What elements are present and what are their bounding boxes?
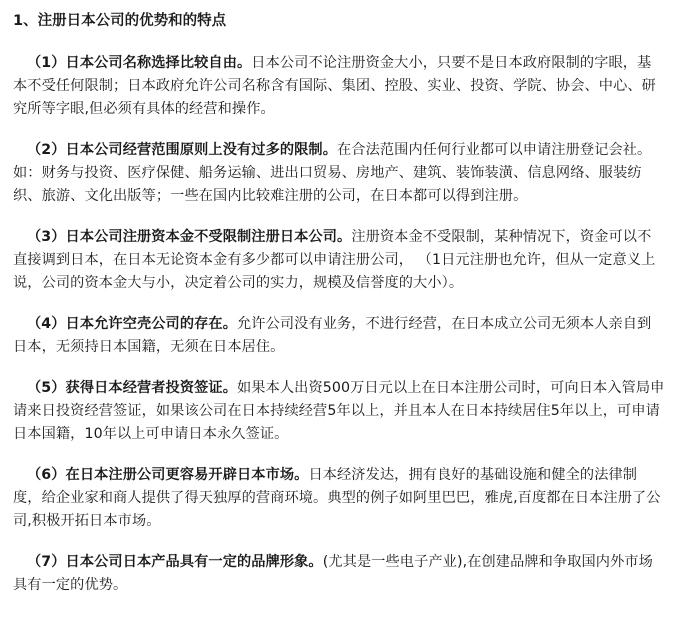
paragraph-body: (尤其是一些电子产业),在创建品牌和争取国内外市场具有一定的优势。 (13, 554, 653, 593)
paragraph-7 (13, 551, 665, 597)
paragraph-number: （1） (27, 55, 66, 71)
paragraph-heading: 日本公司日本产品具有一定的品牌形象。 (65, 554, 323, 570)
paragraph-heading: 获得日本经营者投资签证。 (65, 380, 237, 396)
paragraph-number: （5） (27, 380, 66, 396)
paragraph-heading: 在日本注册公司更容易开辟日本市场。 (65, 467, 309, 483)
paragraph-number: （3） (27, 229, 66, 245)
paragraph-2 (13, 139, 665, 208)
paragraph-heading: 日本公司名称选择比较自由。 (65, 55, 252, 71)
section-title: 1、注册日本公司的优势和的特点 (13, 13, 227, 29)
paragraph-1 (13, 52, 665, 121)
paragraph-number: （7） (27, 554, 66, 570)
paragraph-body: 注册资本金不受限制，某种情况下，资金可以不直接调到日本，在日本无论资本金有多少都可以申请注册公司， （1日元注册也允许，但从一定意义上说，公司的资本金大与小，决定着公司的实力，规模及信誉度的大小）。 (13, 229, 656, 291)
paragraph-number: （4） (27, 316, 66, 332)
paragraph-body: 日本经济发达，拥有良好的基础设施和健全的法律制度，给企业家和商人提供了得天独厚的营商环境。典型的例子如阿里巴巴，雅虎,百度都在日本注册了公司,积极开拓日本市场。 (13, 467, 661, 529)
paragraph-body: 允许公司没有业务，不进行经营，在日本成立公司无须本人亲自到日本，无须持日本国籍，无须在日本居住。 (13, 316, 652, 355)
paragraph-body: 日本公司不论注册资金大小，只要不是日本政府限制的字眼，基本不受任何限制；日本政府允许公司名称含有国际、集团、控股、实业、投资、学院、协会、中心、研究所等字眼,但必须有具体的经营和操作。 (13, 55, 656, 117)
paragraph-body: 如果本人出资500万日元以上在日本注册公司时，可向日本入管局申请来日投资经营签证，如果该公司在日本持续经营5年以上，并且本人在日本持续居住5年以上，可申请日本国籍，10年以上可申请日本永久签证。 (13, 380, 665, 442)
paragraph-heading: 日本公司注册资本金不受限制注册日本公司。 (65, 229, 352, 245)
paragraph-6 (13, 464, 665, 533)
paragraph-heading: 日本允许空壳公司的存在。 (65, 316, 237, 332)
paragraph-number: （6） (27, 467, 66, 483)
paragraph-5 (13, 377, 665, 446)
paragraph-3 (13, 226, 665, 295)
paragraph-heading: 日本公司经营范围原则上没有过多的限制。 (65, 142, 338, 158)
paragraph-4 (13, 313, 665, 359)
paragraph-number: （2） (27, 142, 66, 158)
paragraph-body: 在合法范围内任何行业都可以申请注册登记会社。如：财务与投资、医疗保健、船务运输、进出口贸易、房地产、建筑、装饰装潢、信息网络、服装纺织、旅游、文化出版等；一些在国内比较难注册的公司，在日本都可以得到注册。 (13, 142, 652, 204)
